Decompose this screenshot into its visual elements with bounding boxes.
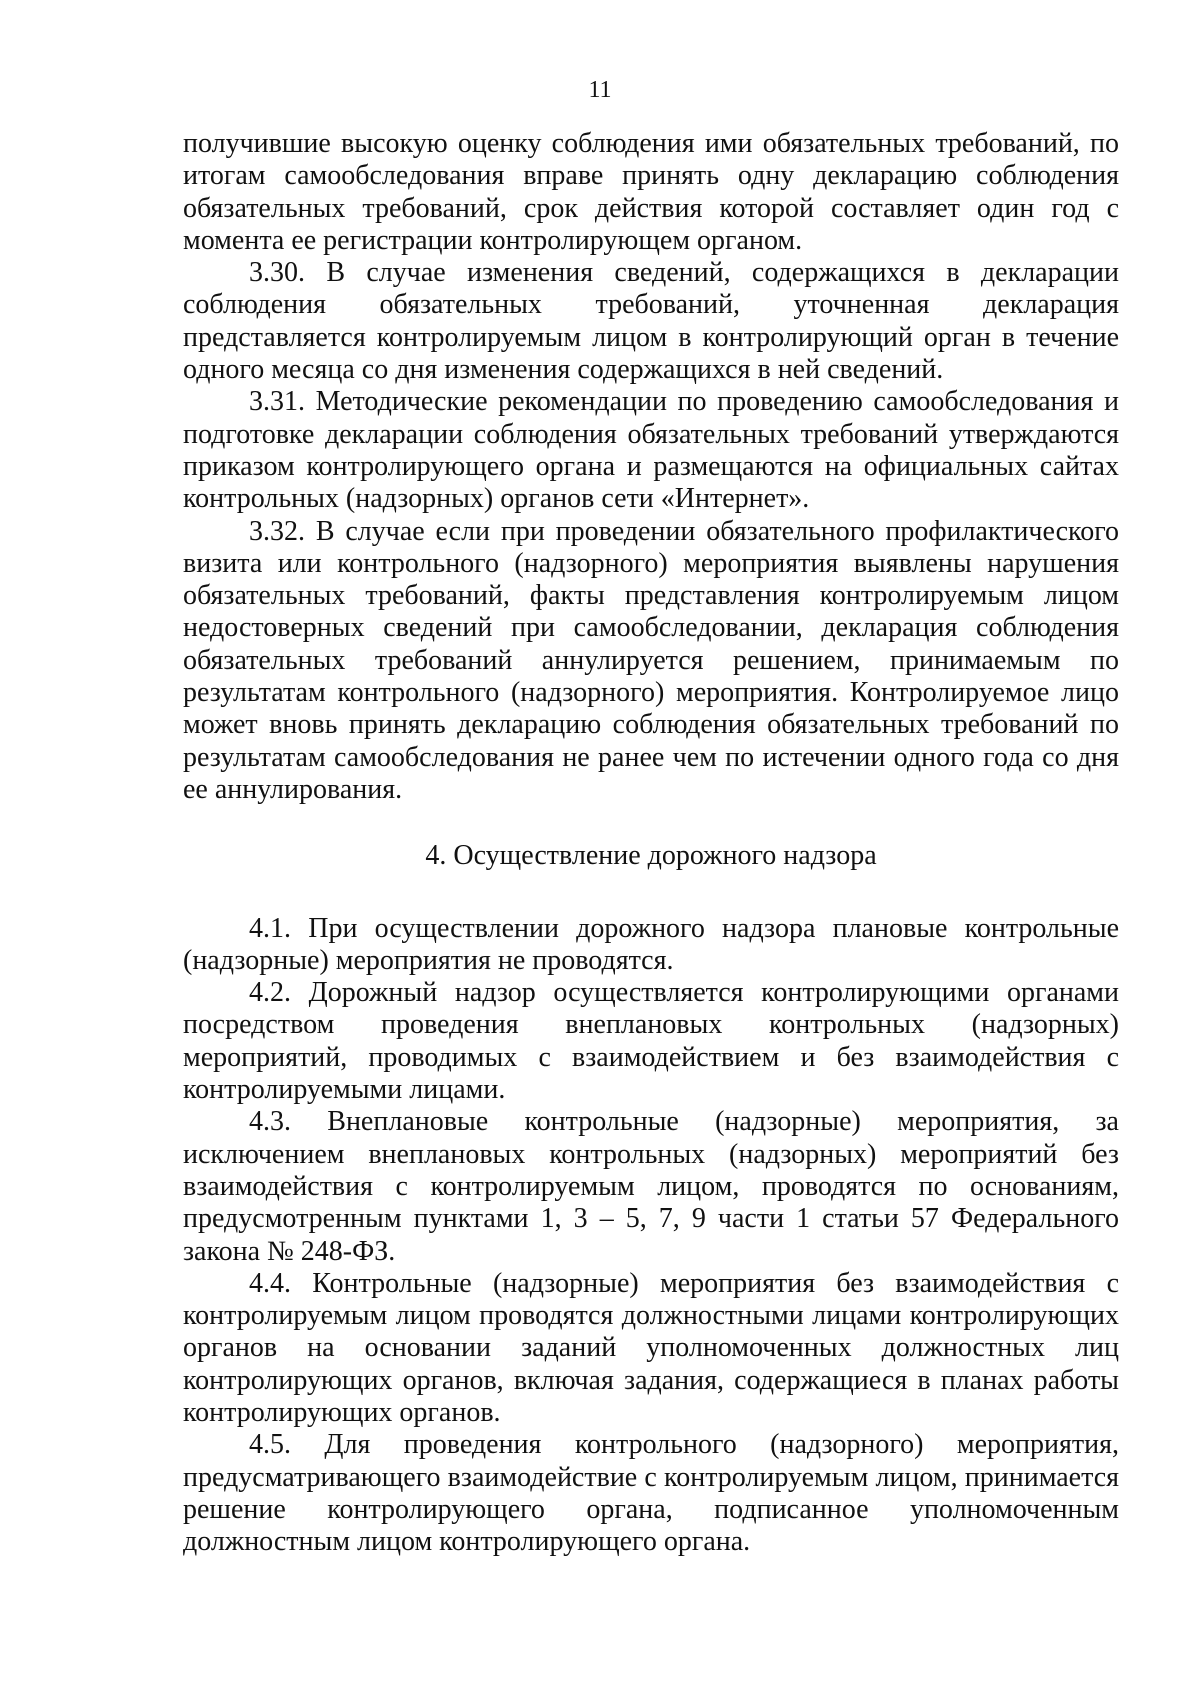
paragraphs-after-heading — [183, 913, 1119, 1559]
paragraphs-before-heading — [183, 128, 1119, 806]
paragraph: 3.32. В случае если при проведении обязательного профилактического визита или контрольного (надзорного) мероприятия выявлены нарушения обязательных требований, факты представления контролируемым лицом недостоверных сведений при самообследовании, декларация соблюдения обязательных требований аннулируется решением, принимаемым по результатам контрольного (надзорного) мероприятия. Контролируемое лицо может вновь принять декларацию соблюдения обязательных требований по результатам самообследования не ранее чем по истечении одного года со дня ее аннулирования. — [183, 515, 1119, 805]
paragraph: 4.4. Контрольные (надзорные) мероприятия без взаимодействия с контролируемым лицом проводятся должностными лицами контролирующих органов на основании заданий уполномоченных должностных лиц контролирующих органов, включая задания, содержащиеся в планах работы контролирующих органов. — [183, 1267, 1119, 1428]
paragraph: 4.3. Внеплановые контрольные (надзорные) мероприятия, за исключением внеплановых контрольных (надзорных) мероприятий без взаимодействия с контролируемым лицом, проводятся по основаниям, предусмотренным пунктами 1, 3 – 5, 7, 9 части 1 статьи 57 Федерального закона № 248-ФЗ. — [183, 1106, 1119, 1267]
paragraph: 4.5. Для проведения контрольного (надзорного) мероприятия, предусматривающего взаимодействие с контролируемым лицом, принимается решение контролирующего органа, подписанное уполномоченным должностным лицом контролирующего органа. — [183, 1429, 1119, 1558]
paragraph: 3.30. В случае изменения сведений, содержащихся в декларации соблюдения обязательных требований, уточненная декларация представляется контролируемым лицом в контролирующий орган в течение одного месяца со дня изменения содержащихся в ней сведений. — [183, 257, 1119, 386]
paragraph: получившие высокую оценку соблюдения ими обязательных требований, по итогам самообследования вправе принять одну декларацию соблюдения обязательных требований, срок действия которой составляет один год с момента ее регистрации контролирующем органом. — [183, 128, 1119, 256]
paragraph: 4.2. Дорожный надзор осуществляется контролирующими органами посредством проведения внеплановых контрольных (надзорных) мероприятий, проводимых с взаимодействием и без взаимодействия с контролируемыми лицами. — [183, 977, 1119, 1106]
page-number: 11 — [588, 77, 612, 103]
paragraph: 3.31. Методические рекомендации по проведению самообследования и подготовке декларации соблюдения обязательных требований утверждаются приказом контролирующего органа и размещаются на официальных сайтах контрольных (надзорных) органов сети «Интернет». — [183, 386, 1119, 515]
document-body — [183, 128, 1119, 1558]
section-heading: 4. Осуществление дорожного надзора — [425, 840, 877, 872]
paragraph: 4.1. При осуществлении дорожного надзора плановые контрольные (надзорные) мероприятия не проводятся. — [183, 912, 1119, 976]
